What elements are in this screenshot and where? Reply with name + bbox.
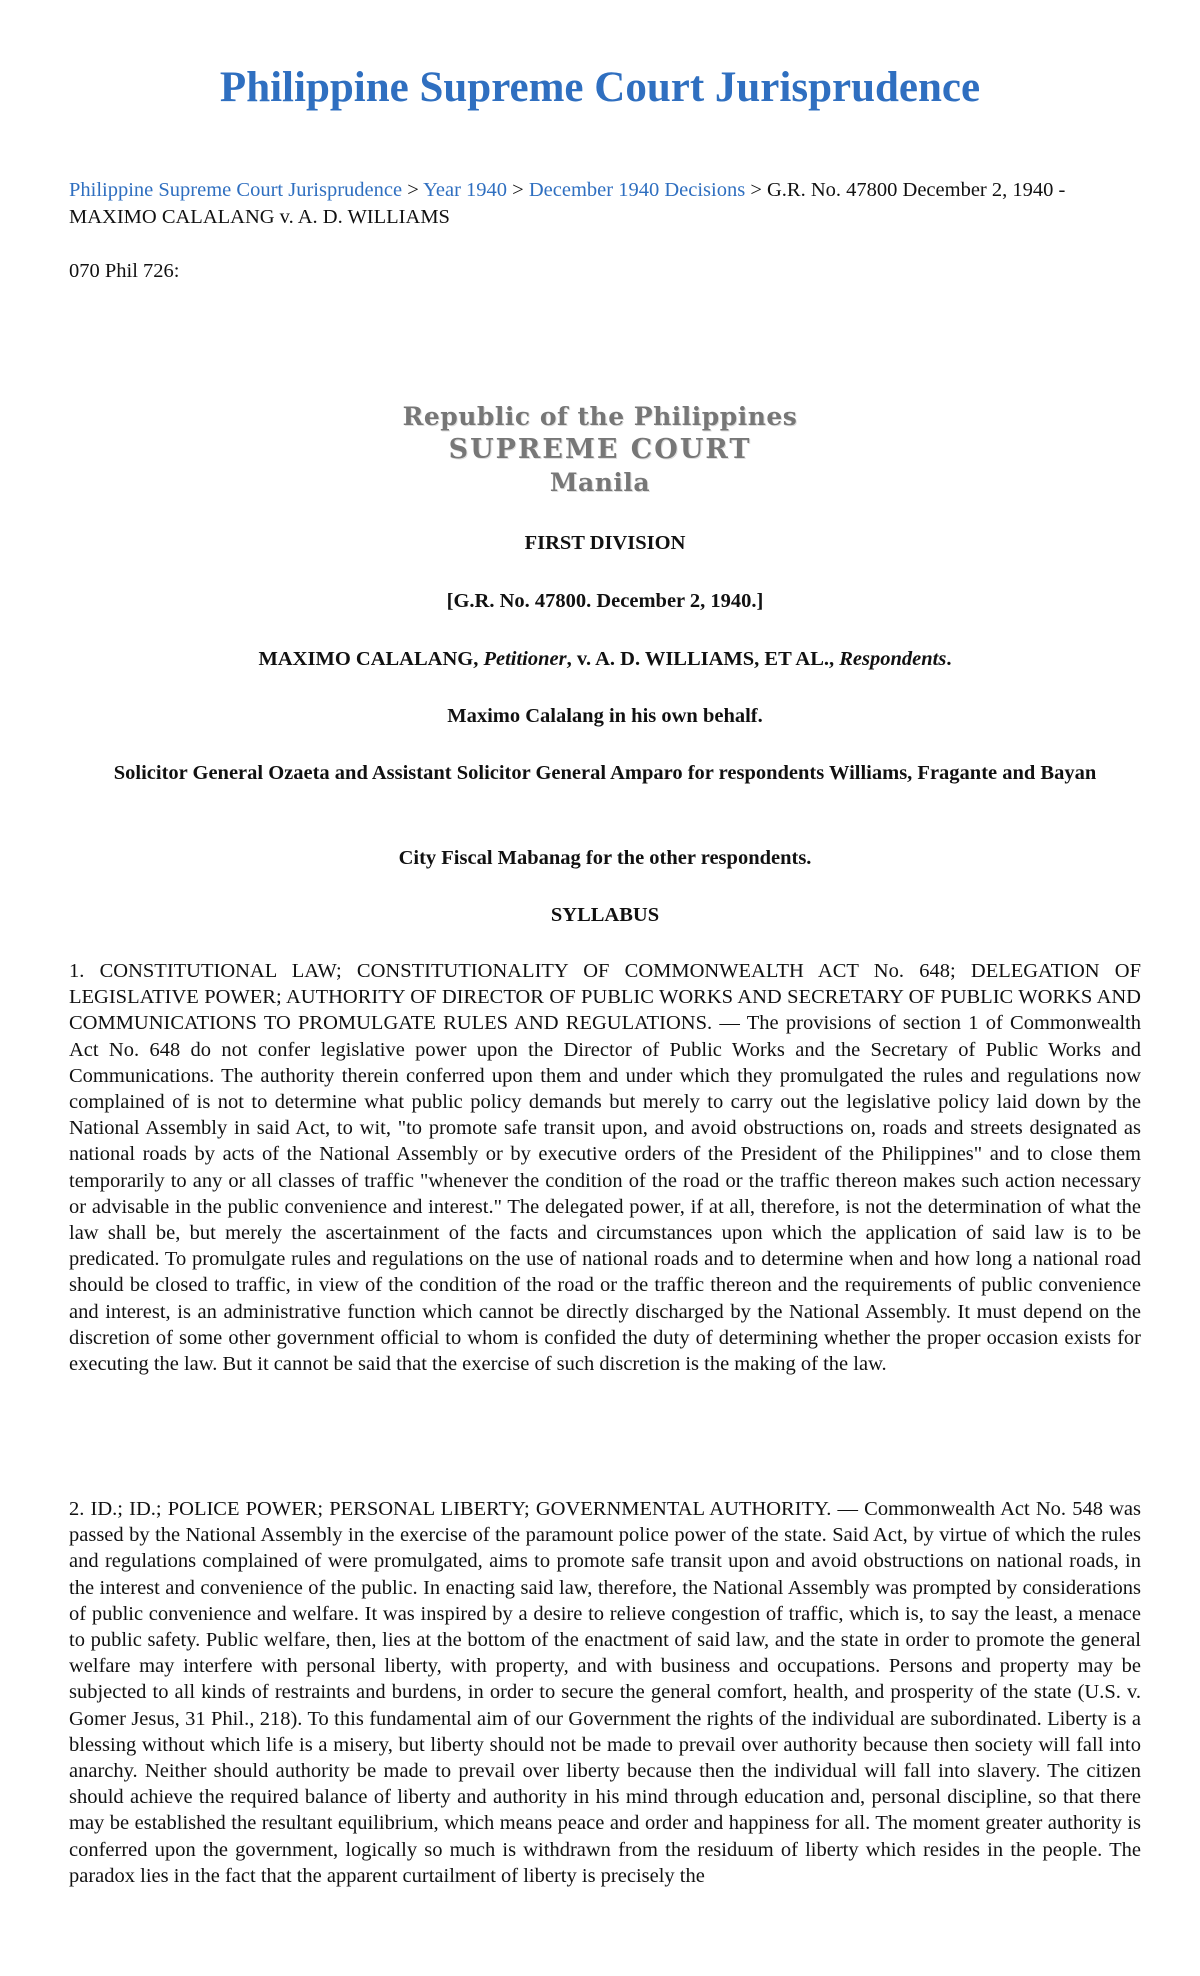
versus-respondents: , v. A. D. WILLIAMS, ET AL., <box>566 648 835 670</box>
site-title[interactable]: Philippine Supreme Court Jurisprudence <box>219 64 981 111</box>
seal-line-republic: Republic of the Philippines <box>402 402 798 431</box>
breadcrumb-link-year[interactable]: Year 1940 <box>423 179 508 201</box>
breadcrumb-link-month[interactable]: December 1940 Decisions <box>528 179 746 201</box>
gr-number: [G.R. No. 47800. December 2, 1940.] <box>446 590 764 612</box>
division-heading: FIRST DIVISION <box>524 532 686 554</box>
petitioner-name: MAXIMO CALALANG, <box>258 648 479 670</box>
breadcrumb-current: G.R. No. 47800 December 2, 1940 - MAXIMO CALALANG v. A. D. WILLIAMS <box>69 179 1066 228</box>
case-parties <box>69 646 1141 673</box>
parties-period: . <box>946 648 952 670</box>
breadcrumb-separator: > <box>512 179 524 201</box>
seal-line-city: Manila <box>549 468 651 497</box>
breadcrumb-separator: > <box>750 179 762 201</box>
syllabus-paragraph-2: 2. ID.; ID.; POLICE POWER; PERSONAL LIBERTY; GOVERNMENTAL AUTHORITY. — Commonwealth Act No. 548 was passed by the National Assembly in the exercise of the paramount police power of the state. Said Act, by virtue of which the rules and regulations complained of were promulgated, aims to promote safe transit upon and avoid obstructions on national roads, in the interest and convenience of the public. In enacting said law, therefore, the National Assembly was prompted by considerations of public convenience and welfare. It was inspired by a desire to relieve congestion of traffic, which is, to say the least, a menace to public safety. Public welfare, then, lies at the bottom of the enactment of said law, and the state in order to promote the general welfare may interfere with personal liberty, with property, and with business and occupations. Persons and property may be subjected to all kinds of restraints and burdens, in order to secure the general comfort, health, and prosperity of the state (U.S. v. Gomer Jesus, 31 Phil., 218). To this fundamental aim of our Government the rights of the individual are subordinated. Liberty is a blessing without which life is a misery, but liberty should not be made to prevail over authority because then society will fall into anarchy. Neither should authority be made to prevail over liberty because then the individual will fall into slavery. The citizen should achieve the required balance of liberty and authority in his mind through education and, personal discipline, so that there may be established the resultant equilibrium, which means peace and order and happiness for all. The moment greater authority is conferred upon the government, logically so much is withdrawn from the residuum of liberty which resides in the people. The paradox lies in the fact that the apparent curtailment of liberty is precisely the <box>69 1498 1141 1887</box>
phil-citation: 070 Phil 726: <box>69 260 180 282</box>
court-seal-header <box>0 400 1200 499</box>
breadcrumb <box>69 177 1141 231</box>
syllabus-paragraph-1: 1. CONSTITUTIONAL LAW; CONSTITUTIONALITY OF COMMONWEALTH ACT No. 648; DELEGATION OF LEGISLATIVE POWER; AUTHORITY OF DIRECTOR OF PUBLIC WORKS AND SECRETARY OF PUBLIC WORKS AND COMMUNICATIONS TO PROMULGATE RULES AND REGULATIONS. — The provisions of section 1 of Commonwealth Act No. 648 do not confer legislative power upon the Director of Public Works and the Secretary of Public Works and Communications. The authority therein conferred upon them and under which they promulgated the rules and regulations now complained of is not to determine what public policy demands but merely to carry out the legislative policy laid down by the National Assembly in said Act, to wit, "to promote safe transit upon, and avoid obstructions on, roads and streets designated as national roads by acts of the National Assembly or by executive orders of the President of the Philippines" and to close them temporarily to any or all classes of traffic "whenever the condition of the road or the traffic thereon makes such action necessary or advisable in the public convenience and interest." The delegated power, if at all, therefore, is not the determination of what the law shall be, but merely the ascertainment of the facts and circumstances upon which the application of said law is to be predicated. To promulgate rules and regulations on the use of national roads and to determine when and how long a national road should be closed to traffic, in view of the condition of the road or the traffic thereon and the requirements of public convenience and interest, is an administrative function which cannot be directly discharged by the National Assembly. It must depend on the discretion of some other government official to whom is confided the duty of determining whether the proper occasion exists for executing the law. But it cannot be said that the exercise of such discretion is the making of the law. <box>69 960 1141 1376</box>
counsel-petitioner: Maximo Calalang in his own behalf. <box>447 705 763 727</box>
counsel-city-fiscal: City Fiscal Mabanag for the other respondents. <box>398 847 812 869</box>
syllabus-heading: SYLLABUS <box>550 904 660 926</box>
petitioner-role: Petitioner <box>483 648 567 670</box>
respondent-role: Respondents <box>839 648 947 670</box>
counsel-solicitor-general: Solicitor General Ozaeta and Assistant Solicitor General Amparo for respondents Williams, Fragante and Bayan <box>113 762 1097 784</box>
breadcrumb-separator: > <box>407 179 419 201</box>
seal-line-court: SUPREME COURT <box>448 434 752 465</box>
breadcrumb-link-home[interactable]: Philippine Supreme Court Jurisprudence <box>69 179 403 201</box>
